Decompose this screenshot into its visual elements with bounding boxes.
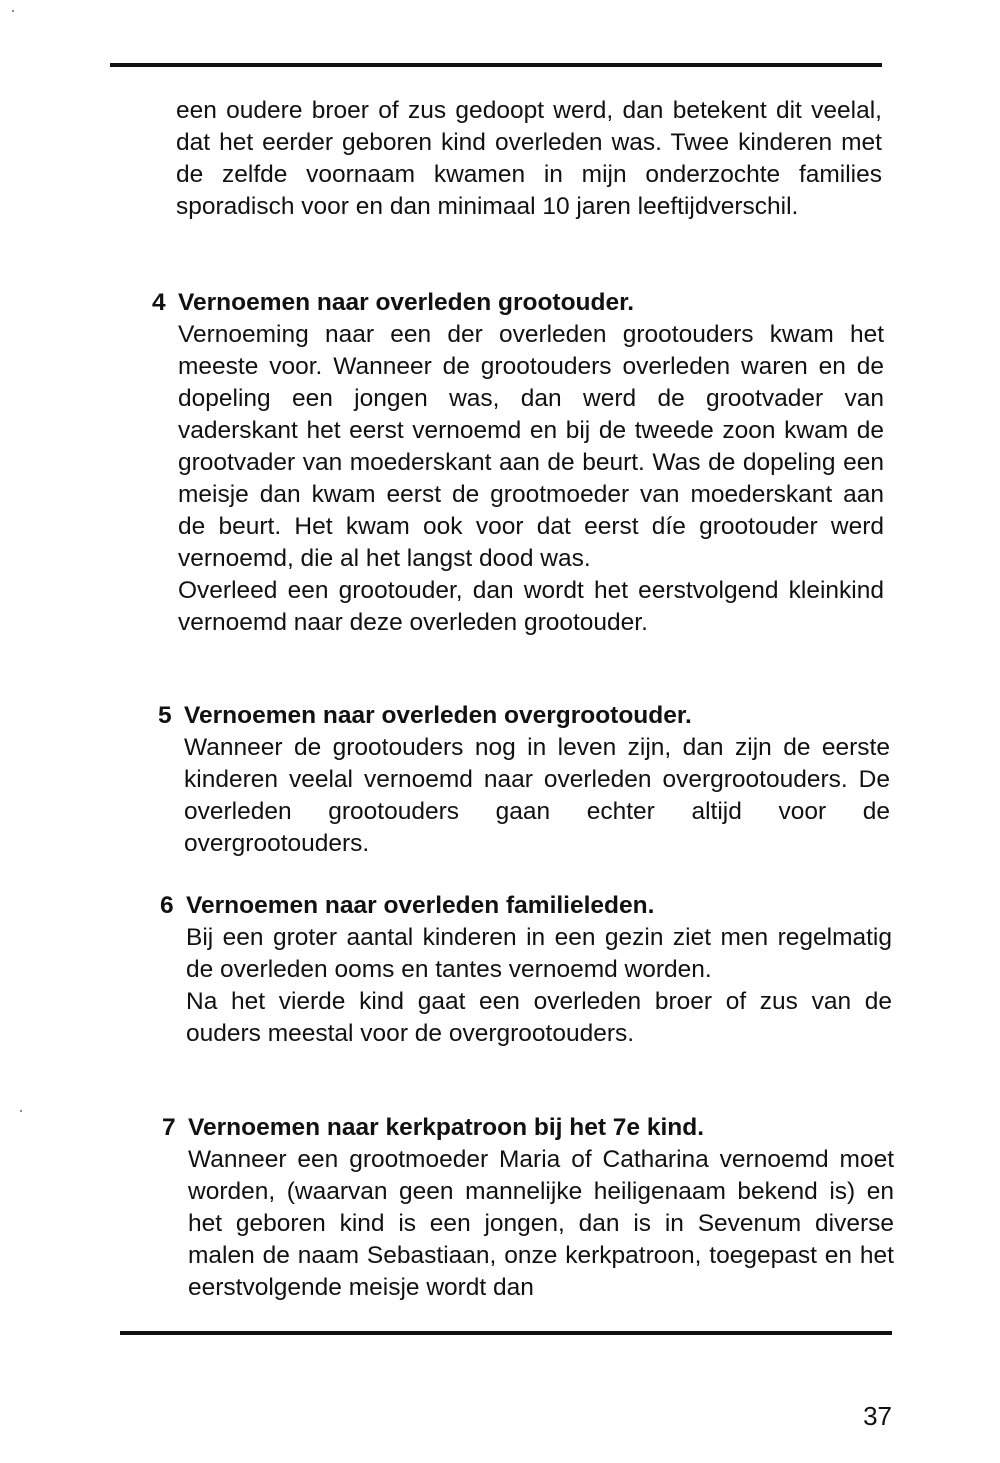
section-6 bbox=[160, 890, 892, 1050]
section-paragraph: Bij een groter aantal kinderen in een gezin ziet men regelmatig de overleden ooms en tantes vernoemd worden. bbox=[186, 924, 892, 983]
section-number: 5 bbox=[158, 702, 172, 729]
section-title: Vernoemen naar overleden overgrootouder. bbox=[184, 702, 692, 729]
section-title: Vernoemen naar overleden grootouder. bbox=[178, 289, 635, 316]
section-paragraph: Overleed een grootouder, dan wordt het eerstvolgend kleinkind vernoemd naar deze overleden grootouder. bbox=[178, 577, 884, 636]
section-5 bbox=[158, 700, 890, 860]
section-number: 6 bbox=[160, 892, 174, 919]
section-title: Vernoemen naar kerkpatroon bij het 7e kind. bbox=[188, 1114, 705, 1141]
section-7 bbox=[162, 1112, 894, 1304]
scan-speck bbox=[20, 1110, 22, 1112]
top-rule bbox=[110, 63, 882, 67]
scan-speck bbox=[12, 10, 14, 12]
section-4 bbox=[152, 287, 884, 639]
section-paragraph: Wanneer een grootmoeder Maria of Catharina vernoemd moet worden, (waarvan geen mannelijke heiligenaam bekend is) en het geboren kind is een jongen, dan is in Sevenum diverse malen de naam Sebastiaan, onze kerkpatroon, toegepast en het eerstvolgende meisje wordt dan bbox=[188, 1146, 894, 1301]
section-paragraph: Vernoeming naar een der overleden grootouders kwam het meeste voor. Wanneer de grootouders overleden waren en de dopeling een jongen was, dan werd de grootvader van vaderskant het eerst vernoemd en bij de tweede zoon kwam de grootvader van moederskant aan de beurt. Was de dopeling een meisje dan kwam eerst de grootmoeder van moederskant aan de beurt. Het kwam ook voor dat eerst díe grootouder werd vernoemd, die al het langst dood was. bbox=[178, 321, 884, 572]
page-number: 37 bbox=[863, 1401, 892, 1431]
section-paragraph: Wanneer de grootouders nog in leven zijn, dan zijn de eerste kinderen veelal vernoemd naar overleden overgrootouders. De overleden grootouders gaan echter altijd voor de overgrootouders. bbox=[184, 734, 890, 857]
intro-paragraph-block bbox=[176, 95, 882, 223]
section-heading bbox=[158, 700, 890, 732]
section-number: 7 bbox=[162, 1114, 176, 1141]
section-heading bbox=[152, 287, 884, 319]
section-heading bbox=[160, 890, 892, 922]
intro-paragraph: een oudere broer of zus gedoopt werd, dan betekent dit veelal, dat het eerder geboren kind overleden was. Twee kinderen met de zelfde voornaam kwamen in mijn onderzochte families sporadisch voor en dan minimaal 10 jaren leeftijdverschil. bbox=[176, 97, 882, 220]
section-paragraph: Na het vierde kind gaat een overleden broer of zus van de ouders meestal voor de overgrootouders. bbox=[186, 988, 892, 1047]
section-heading bbox=[162, 1112, 894, 1144]
bottom-rule bbox=[120, 1331, 892, 1335]
section-number: 4 bbox=[152, 289, 166, 316]
section-title: Vernoemen naar overleden familieleden. bbox=[186, 892, 655, 919]
